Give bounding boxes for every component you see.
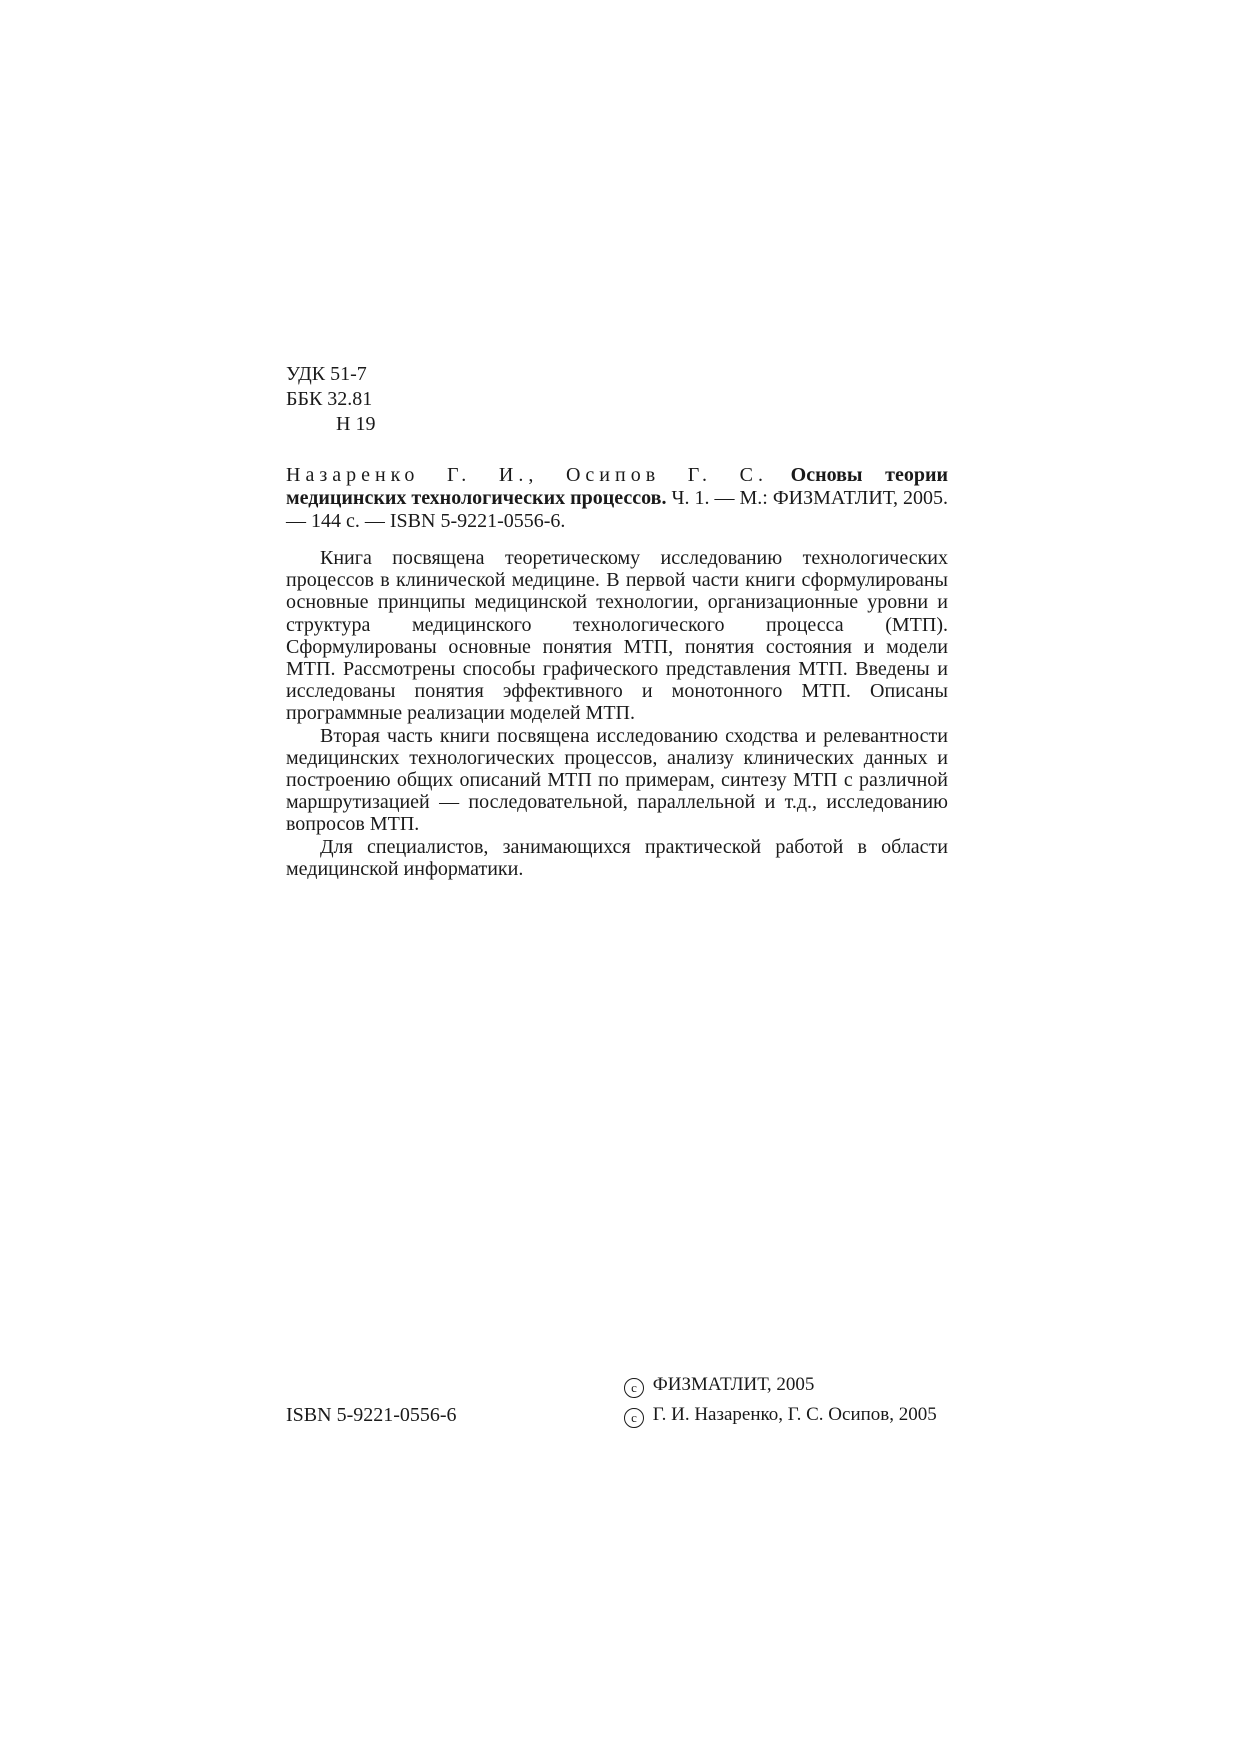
copyright-icon: c [624,1378,644,1398]
book-title: Основы теории медицинских технологических процессов. [286,464,949,509]
annotation-paragraph-3: Для специалистов, занимающихся практической работой в области медицинской информатики. [286,835,948,880]
classification-codes [286,362,375,437]
authors: Назаренко Г. И., Осипов Г. С. [286,464,769,486]
bbk-code: ББК 32.81 [286,388,373,410]
copyright-publisher: ФИЗМАТЛИТ, 2005 [652,1374,815,1395]
annotation [286,547,948,880]
copyright-block [624,1370,937,1430]
copyright-icon: c [624,1408,644,1428]
publication-details: Ч. 1. — М.: ФИЗМАТЛИТ, 2005. — 144 с. — ISBN 5-9221-0556-6. [286,487,949,532]
copyright-publisher-line [624,1370,937,1400]
author-mark: Н 19 [336,413,376,435]
copyright-authors-line [624,1400,937,1430]
copyright-authors: Г. И. Назаренко, Г. С. Осипов, 2005 [652,1404,937,1425]
udk-code: УДК 51-7 [286,363,367,385]
annotation-paragraph-2: Вторая часть книги посвящена исследованию сходства и релевантности медицинских технологических процессов, анализу клинических данных и построению общих описаний МТП по примерам, синтезу МТП с различной маршрутизацией — последовательной, параллельной и т.д., исследованию вопросов МТП. [286,724,948,836]
bibliographic-record [286,464,948,533]
annotation-paragraph-1: Книга посвящена теоретическому исследованию технологических процессов в клинической медицине. В первой части книги сформулированы основные принципы медицинской технологии, организационные уровни и структура медицинского технологического процесса (МТП). Сформулированы основные понятия МТП, понятия состояния и модели МТП. Рассмотрены способы графического представления МТП. Введены и исследованы понятия эффективного и монотонного МТП. Описаны программные реализации моделей МТП. [286,547,948,725]
isbn-footer: ISBN 5-9221-0556-6 [286,1404,457,1426]
